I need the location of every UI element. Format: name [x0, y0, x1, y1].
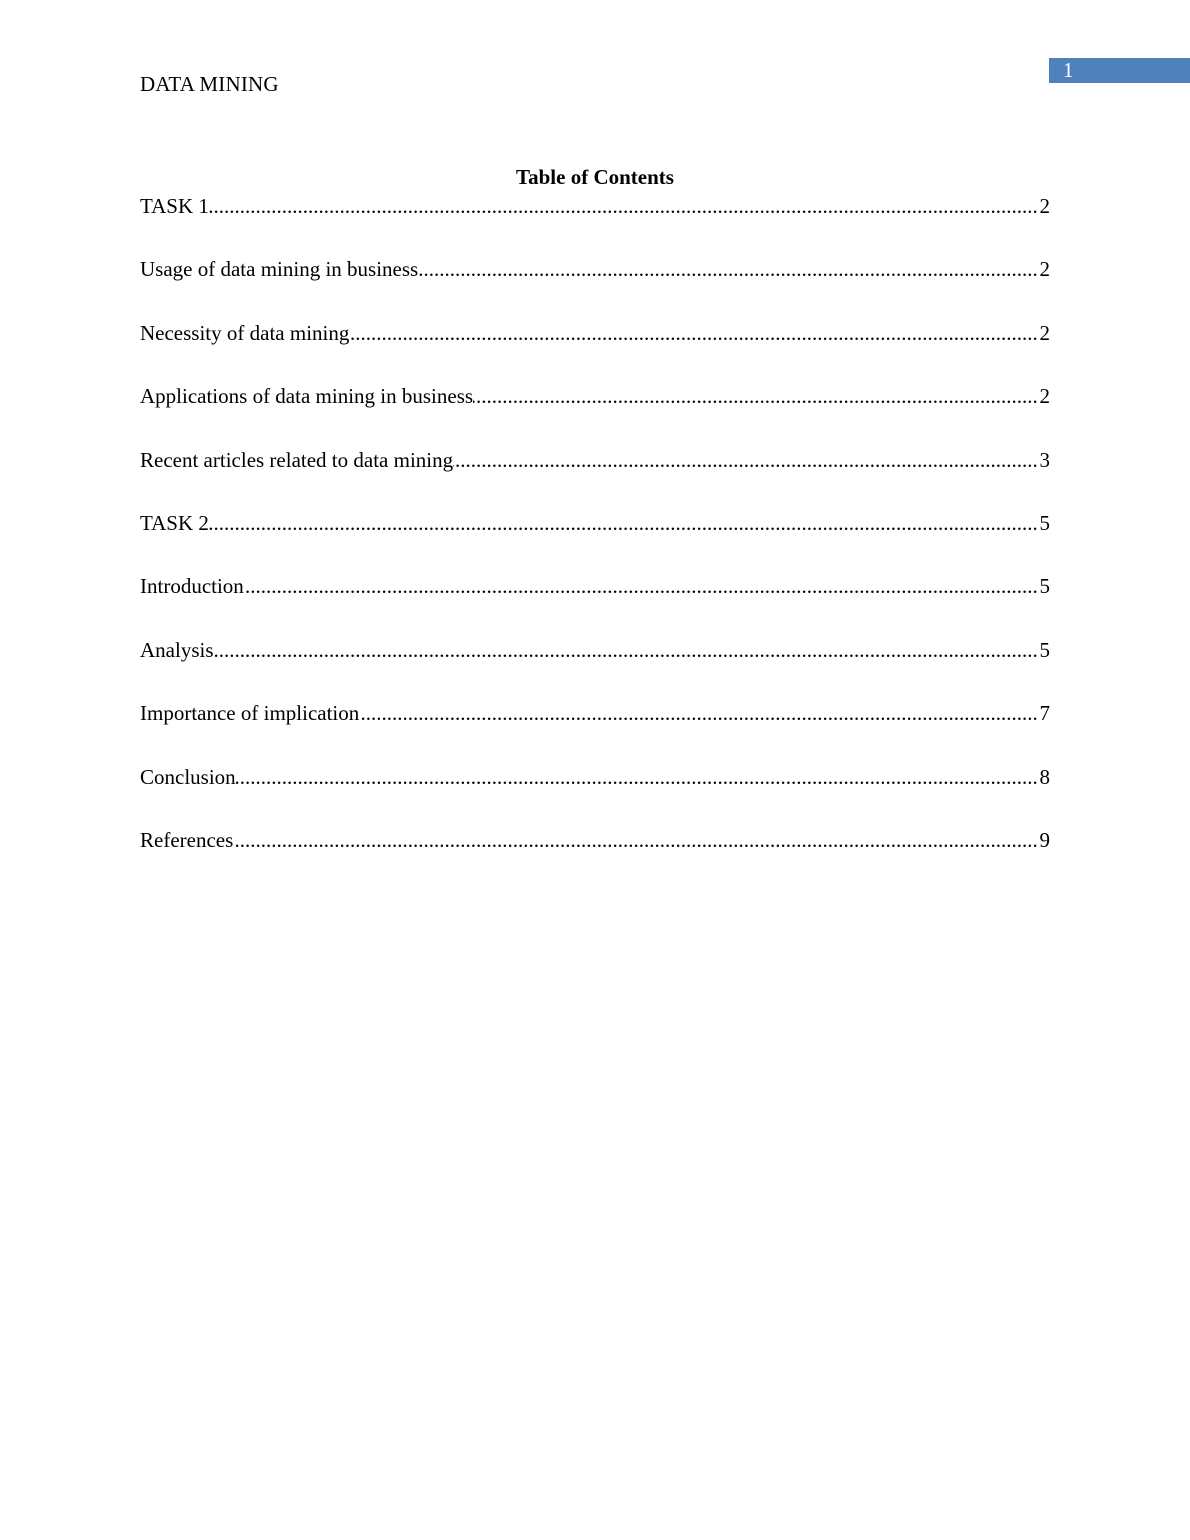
running-head: DATA MINING	[140, 72, 279, 96]
toc-entry-page: 9	[1039, 827, 1050, 852]
toc-entry-label: Recent articles related to data mining	[140, 447, 454, 472]
toc-entry-label: Importance of implication	[140, 701, 360, 726]
toc-entry-label: Necessity of data mining	[140, 320, 350, 345]
toc-entry-page: 5	[1039, 574, 1050, 599]
toc-entry-page: 7	[1039, 701, 1050, 726]
toc-entry-references[interactable]	[140, 827, 1050, 853]
toc-entry-page: 2	[1039, 320, 1050, 345]
toc-entry-analysis[interactable]	[140, 637, 1050, 663]
toc-entry-label: Introduction	[140, 574, 244, 599]
page-number: 1	[1063, 58, 1074, 82]
toc-entry-label: Usage of data mining in business	[140, 257, 419, 282]
toc-entry-page: 2	[1039, 384, 1050, 409]
toc-title: Table of Contents	[516, 165, 674, 189]
toc-entry-label: TASK 2	[140, 510, 209, 535]
toc-entry-conclusion[interactable]	[140, 764, 1050, 790]
toc-entry-page: 5	[1039, 510, 1050, 535]
toc-entry-task-2[interactable]	[140, 510, 1050, 536]
toc-entry-page: 3	[1039, 447, 1050, 472]
toc-entry-importance-of-implication[interactable]	[140, 700, 1050, 726]
toc-entry-task-1[interactable]	[140, 193, 1050, 219]
toc-entry-label: TASK 1	[140, 194, 209, 218]
toc-entry-necessity-of-data-mining[interactable]	[140, 320, 1050, 346]
toc-entry-label: Analysis	[140, 637, 214, 662]
toc-entry-label: Conclusion	[140, 764, 236, 789]
toc-entry-usage-of-data-mining[interactable]	[140, 256, 1050, 282]
toc-entry-label: Applications of data mining in business	[140, 384, 474, 409]
toc-entry-label: References	[140, 827, 234, 852]
toc-entry-page: 2	[1039, 194, 1050, 218]
toc-entry-page: 2	[1039, 257, 1050, 282]
toc-entry-recent-articles[interactable]	[140, 447, 1050, 473]
toc-entry-page: 8	[1039, 764, 1050, 789]
toc-entry-page: 5	[1039, 637, 1050, 662]
page-number-badge	[1049, 58, 1190, 83]
toc-entry-applications-of-data-mining[interactable]	[140, 383, 1050, 409]
table-of-contents	[140, 193, 1050, 890]
toc-entry-introduction[interactable]	[140, 573, 1050, 599]
